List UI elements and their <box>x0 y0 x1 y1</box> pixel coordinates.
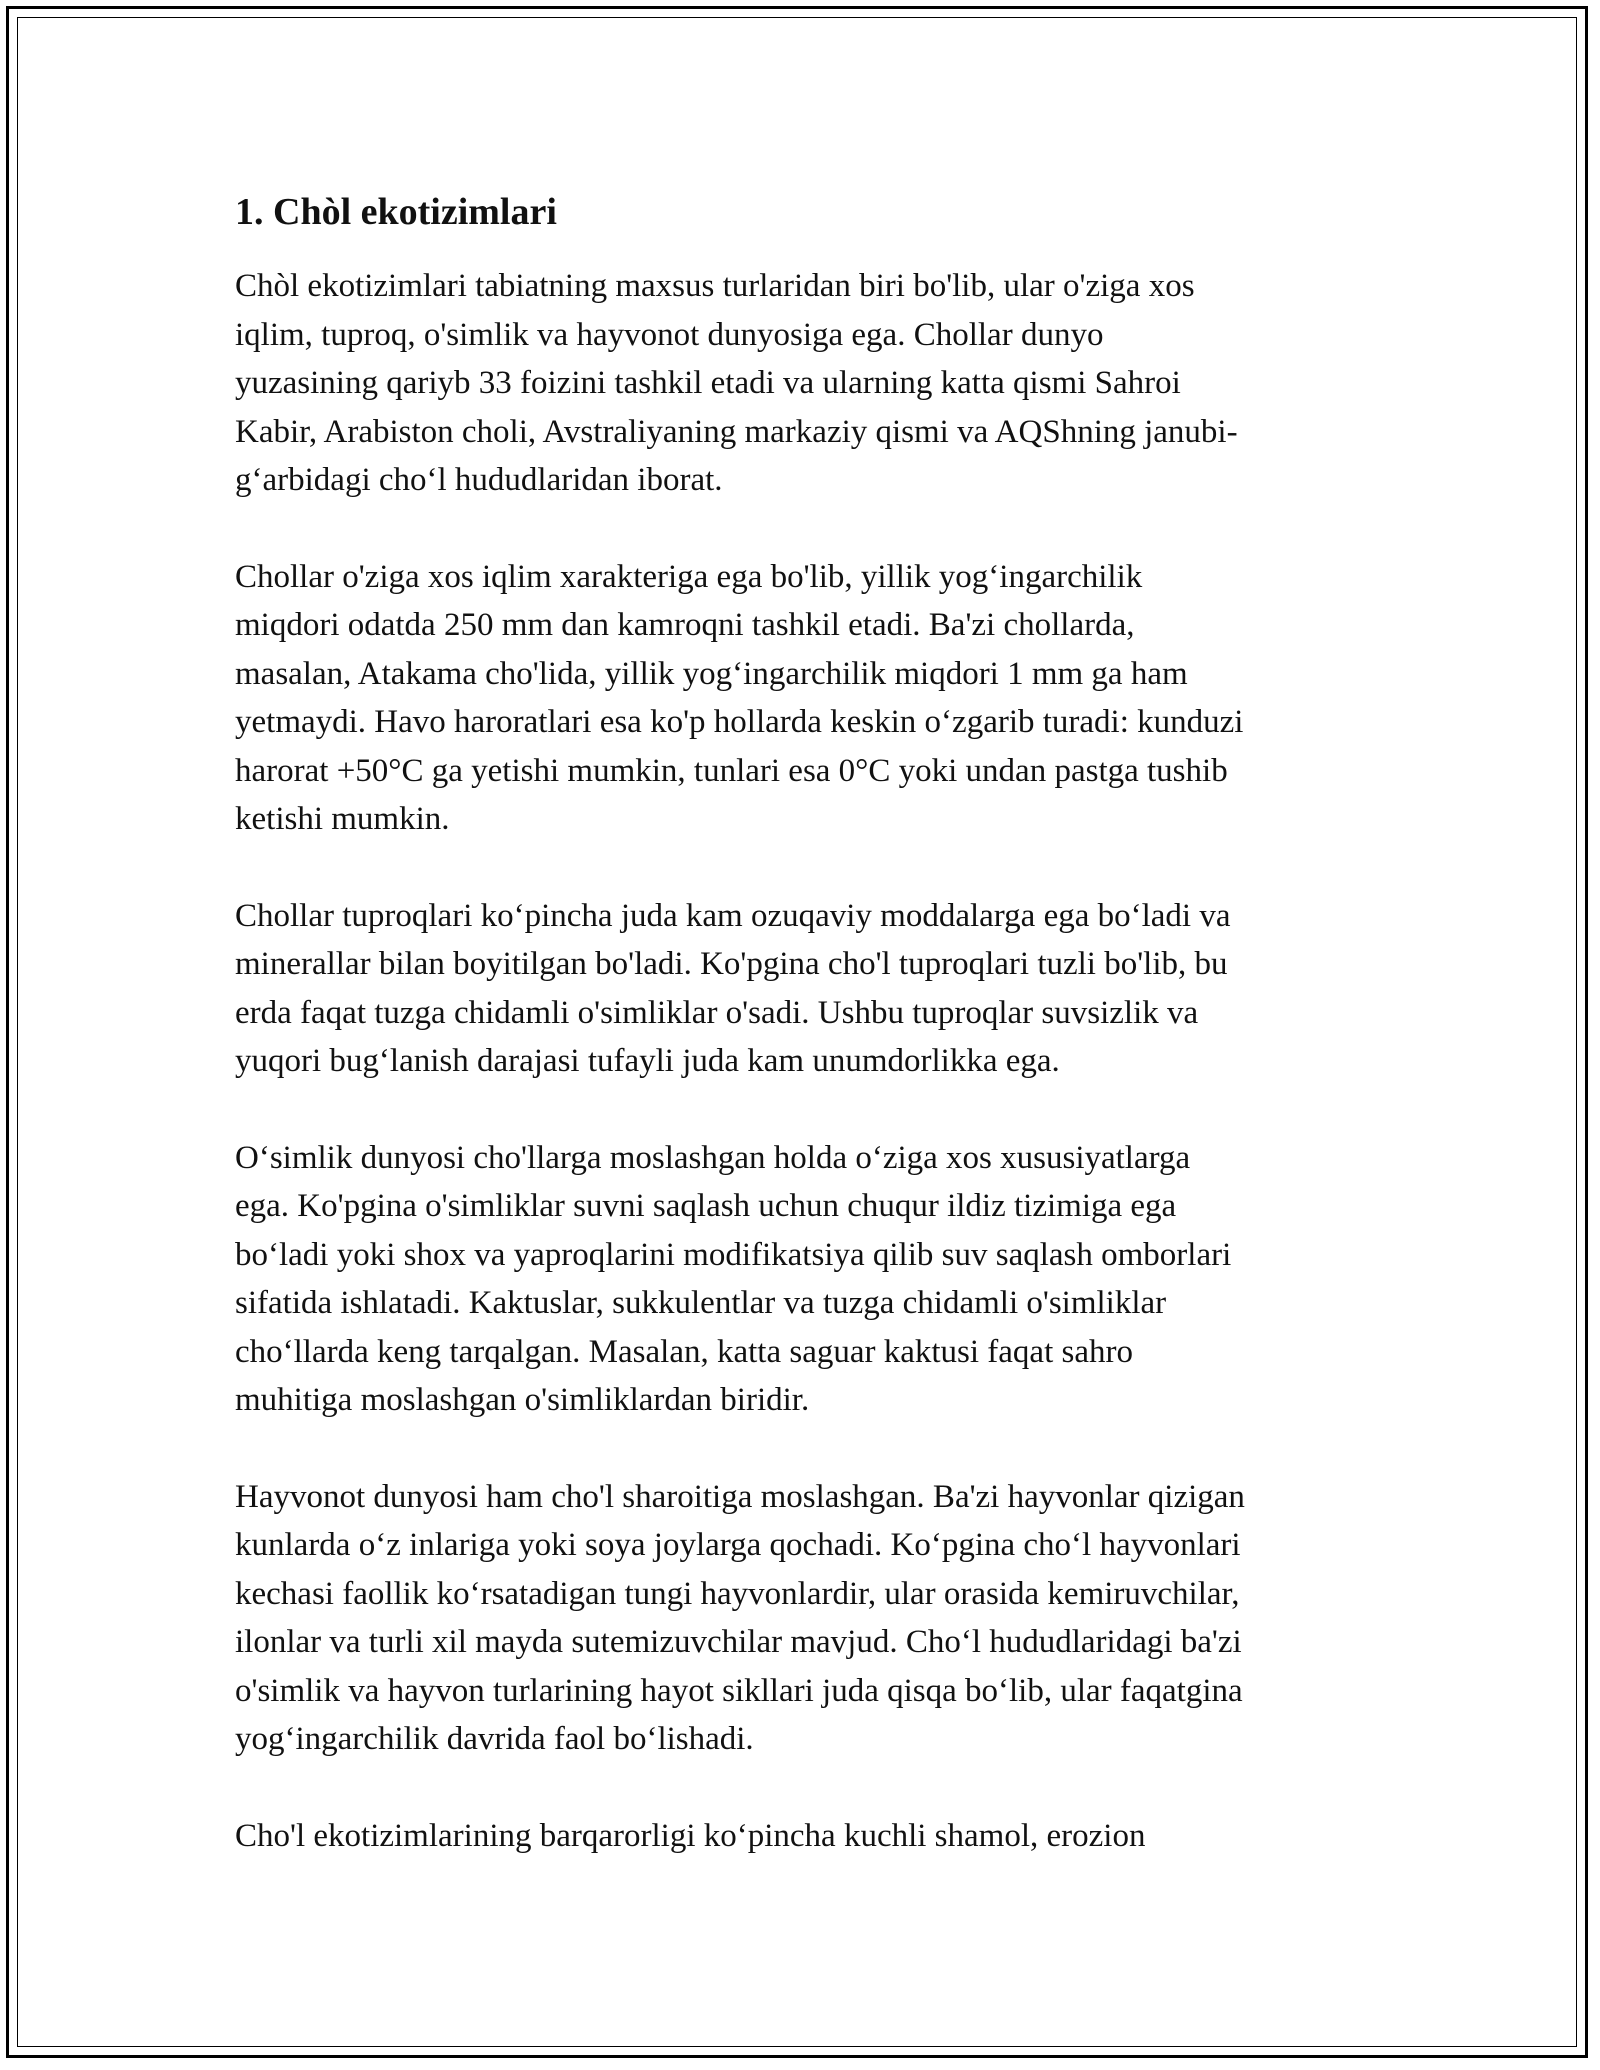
paragraph-flora: O‘simlik dunyosi cho'llarga moslashgan holda o‘ziga xos xususiyatlarga ega. Ko'pgina o'simliklar suvni saqlash uchun chuqur ildiz tizimiga ega bo‘ladi yoki shox va yaproqlarini modifikatsiya qilib suv saqlash omborlari sifatida ishlatadi. Kaktuslar, sukkulentlar va tuzga chidamli o'simliklar cho‘llarda keng tarqalgan. Masalan, katta saguar kaktusi faqat sahro muhitiga moslashgan o'simliklardan biridir. <box>235 1139 1232 1418</box>
paragraph-intro: Chòl ekotizimlari tabiatning maxsus turlaridan biri bo'lib, ular o'ziga xos iqlim, tuproq, o'simlik va hayvonot dunyosiga ega. Chollar dunyo yuzasining qariyb 33 foizini tashkil etadi va ularning katta qismi Sahroi Kabir, Arabiston choli, Avstraliyaning markaziy qismi va AQShning janubi- g‘arbidagi cho‘l hududlaridan iborat. <box>235 268 1238 498</box>
section-heading: 1. Chòl ekotizimlari <box>235 191 557 233</box>
paragraph-climate: Chollar o'ziga xos iqlim xarakteriga ega bo'lib, yillik yog‘ingarchilik miqdori odatda 250 mm dan kamroqni tashkil etadi. Ba'zi chollarda, masalan, Atakama cho'lida, yillik yog‘ingarchilik miqdori 1 mm ga ham yetmaydi. Havo haroratlari esa ko'p hollarda keskin o‘zgarib turadi: kunduzi harorat +50°C ga yetishi mumkin, tunlari esa 0°C yoki undan pastga tushib ketishi mumkin. <box>235 558 1244 837</box>
paragraph-stability: Cho'l ekotizimlarining barqarorligi ko‘pincha kuchli shamol, erozion <box>235 1817 1146 1854</box>
paragraph-fauna: Hayvonot dunyosi ham cho'l sharoitiga moslashgan. Ba'zi hayvonlar qizigan kunlarda o‘z inlariga yoki soya joylarga qochadi. Ko‘pgina cho‘l hayvonlari kechasi faollik ko‘rsatadigan tungi hayvonlardir, ular orasida kemiruvchilar, ilonlar va turli xil mayda sutemizuvchilar mavjud. Cho‘l hududlaridagi ba'zi o'simlik va hayvon turlarining hayot sikllari juda qisqa bo‘lib, ular faqatgina yog‘ingarchilik davrida faol bo‘lishadi. <box>235 1478 1245 1757</box>
paragraph-soil: Chollar tuproqlari ko‘pincha juda kam ozuqaviy moddalarga ega bo‘ladi va minerallar bilan boyitilgan bo'ladi. Ko'pgina cho'l tuproqlari tuzli bo'lib, bu erda faqat tuzga chidamli o'simliklar o'sadi. Ushbu tuproqlar suvsizlik va yuqori bug‘lanish darajasi tufayli juda kam unumdorlikka ega. <box>235 897 1231 1079</box>
document-body <box>235 188 1365 1908</box>
